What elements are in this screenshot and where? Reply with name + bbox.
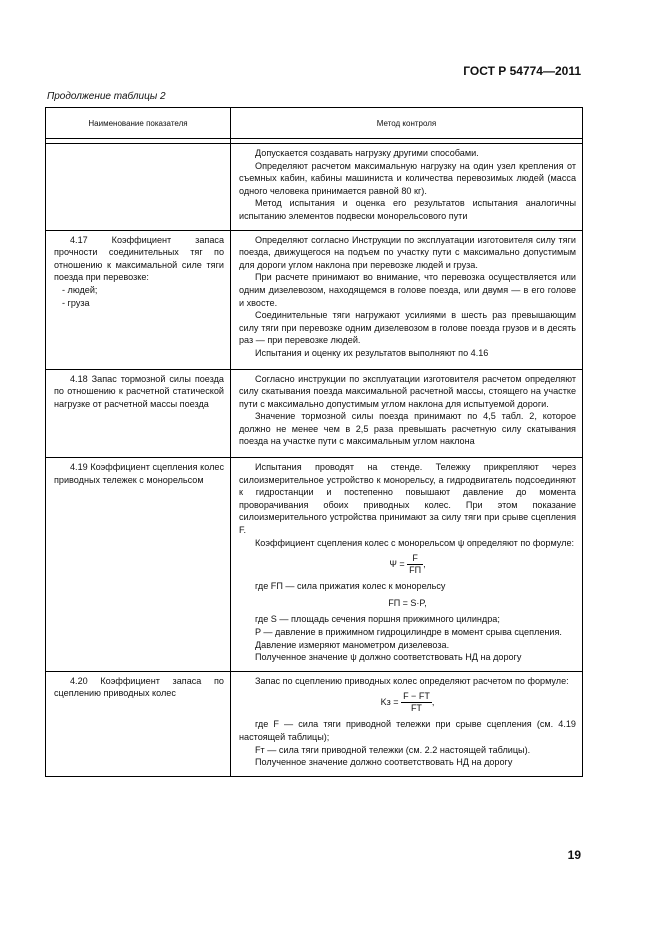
method-cell xyxy=(231,458,583,672)
method-text: Определяют расчетом максимальную нагрузку на один узел крепления от съемных кабин, кабины машиниста и количества перевозимых людей (масса одного человека принимается равной 80 кг). xyxy=(239,160,576,196)
table-header-row xyxy=(46,108,583,139)
method-cell xyxy=(231,230,583,369)
formula-psi: Ψ = $\frac{F}{FП}$ , xyxy=(389,553,426,576)
method-text: Определяют согласно Инструкции по эксплуатации изготовителя силу тяги поезда, движущегося на подъем по участку пути с максимально допустимым для дороги углом наклона при перевозке людей и груза. xyxy=(239,234,576,270)
indicator-cell xyxy=(46,671,231,776)
method-text: Коэффициент сцепления колес с монорельсом ψ определяют по формуле: xyxy=(255,537,575,548)
formula-kz: Kз = $\frac{F - FТ}{FТ}$ , xyxy=(380,691,435,714)
indicator-item: - людей; xyxy=(62,284,98,295)
method-text: Полученное значение ψ должно соответствовать НД на дорогу xyxy=(255,652,522,663)
col-header-indicator: Наименование показателя xyxy=(46,108,231,139)
method-text: Согласно инструкции по эксплуатации изготовителя расчетом определяют силу скатывания поезда максимальной расчетной массы, стоящего на участке пути с максимально допустимым углом наклона для испытуемой дороги. xyxy=(239,373,576,409)
indicators-table xyxy=(45,107,583,777)
method-text: Метод испытания и оценка его результатов испытания аналогичны испытанию элементов подвески монорельсового пути xyxy=(239,198,576,221)
indicator-item: - груза xyxy=(62,297,90,308)
table-caption: Продолжение таблицы 2 xyxy=(47,91,166,102)
col-header-method: Метод контроля xyxy=(231,108,583,139)
formula-fp: FП = S·P, xyxy=(388,597,427,608)
formula-where: Fт — сила тяги приводной тележки (см. 2.2 настоящей таблицы). xyxy=(255,744,531,755)
method-cell xyxy=(231,671,583,776)
method-text: Давление измеряют манометром дизелевоза. xyxy=(255,639,450,650)
method-text: При расчете принимают во внимание, что перевозка осуществляется или одним дизелевозом, находящемся в голове поезда, или двумя — в его голове и хвосте. xyxy=(239,272,576,308)
indicator-name: 4.18 Запас тормозной силы поезда по отношению к расчетной статической нагрузке от расчетной массы поезда xyxy=(54,373,224,409)
indicator-name: 4.17 Коэффициент запаса прочности соединительных тяг по отношению к максимальной силе тяги поезда при перевозке: xyxy=(54,234,224,283)
table-row xyxy=(46,144,583,231)
indicator-cell xyxy=(46,369,231,458)
indicator-cell xyxy=(46,230,231,369)
indicator-name: 4.20 Коэффициент запаса по сцеплению приводных колес xyxy=(54,675,224,699)
formula-where: P — давление в прижимном гидроцилиндре в момент срыва сцепления. xyxy=(255,627,562,637)
table-row xyxy=(46,671,583,776)
table-row xyxy=(46,458,583,672)
method-text: Испытания и оценку их результатов выполняют по 4.16 xyxy=(255,347,489,358)
formula-where: где S — площадь сечения поршня прижимного цилиндра; xyxy=(255,614,500,625)
method-cell xyxy=(231,369,583,458)
method-text: Испытания проводят на стенде. Тележку прикрепляют через силоизмерительное устройство к монорельсу, а гидродвигатель подсоединяют к гидростанции и постепенно повышают давление до момента проворачивания обоих приводных колес. При этом показание силоизмерительного устройства принимают за силу тяги при срыве сцепления F. xyxy=(239,462,576,536)
fraction: $\frac{F}{FП}$ xyxy=(409,553,422,576)
formula-where: где F — сила тяги приводной тележки при срыве сцепления (см. 4.19 настоящей таблицы); xyxy=(239,719,576,742)
page-number: 19 xyxy=(567,848,581,862)
method-text: Запас по сцеплению приводных колес определяют расчетом по формуле: xyxy=(255,675,569,686)
indicator-cell xyxy=(46,144,231,231)
method-text: Допускается создавать нагрузку другими способами. xyxy=(255,148,479,158)
table-row xyxy=(46,369,583,458)
method-text: Соединительные тяги нагружают усилиями в шесть раз превышающим силу тяги при перевозке одним дизелевозом в голове поезда грузов и в десять раз — при перевозке людей. xyxy=(239,310,576,346)
standard-header: ГОСТ Р 54774—2011 xyxy=(463,64,581,78)
method-text: Значение тормозной силы поезда принимают по 4,5 табл. 2, которое должно не менее чем в 2,5 раза превышать расчетную силу скатывания поезда на участке пути с максимальным углом наклона xyxy=(239,411,576,447)
table-row xyxy=(46,230,583,369)
fraction: $\frac{F - FТ}{FТ}$ xyxy=(403,691,430,714)
method-cell xyxy=(231,144,583,231)
indicator-cell xyxy=(46,458,231,672)
method-text: Полученное значение должно соответствовать НД на дорогу xyxy=(255,757,513,768)
indicator-name: 4.19 Коэффициент сцепления колес приводных тележек с монорельсом xyxy=(54,462,224,485)
formula-where: где FП — сила прижатия колес к монорельсу xyxy=(255,581,446,592)
